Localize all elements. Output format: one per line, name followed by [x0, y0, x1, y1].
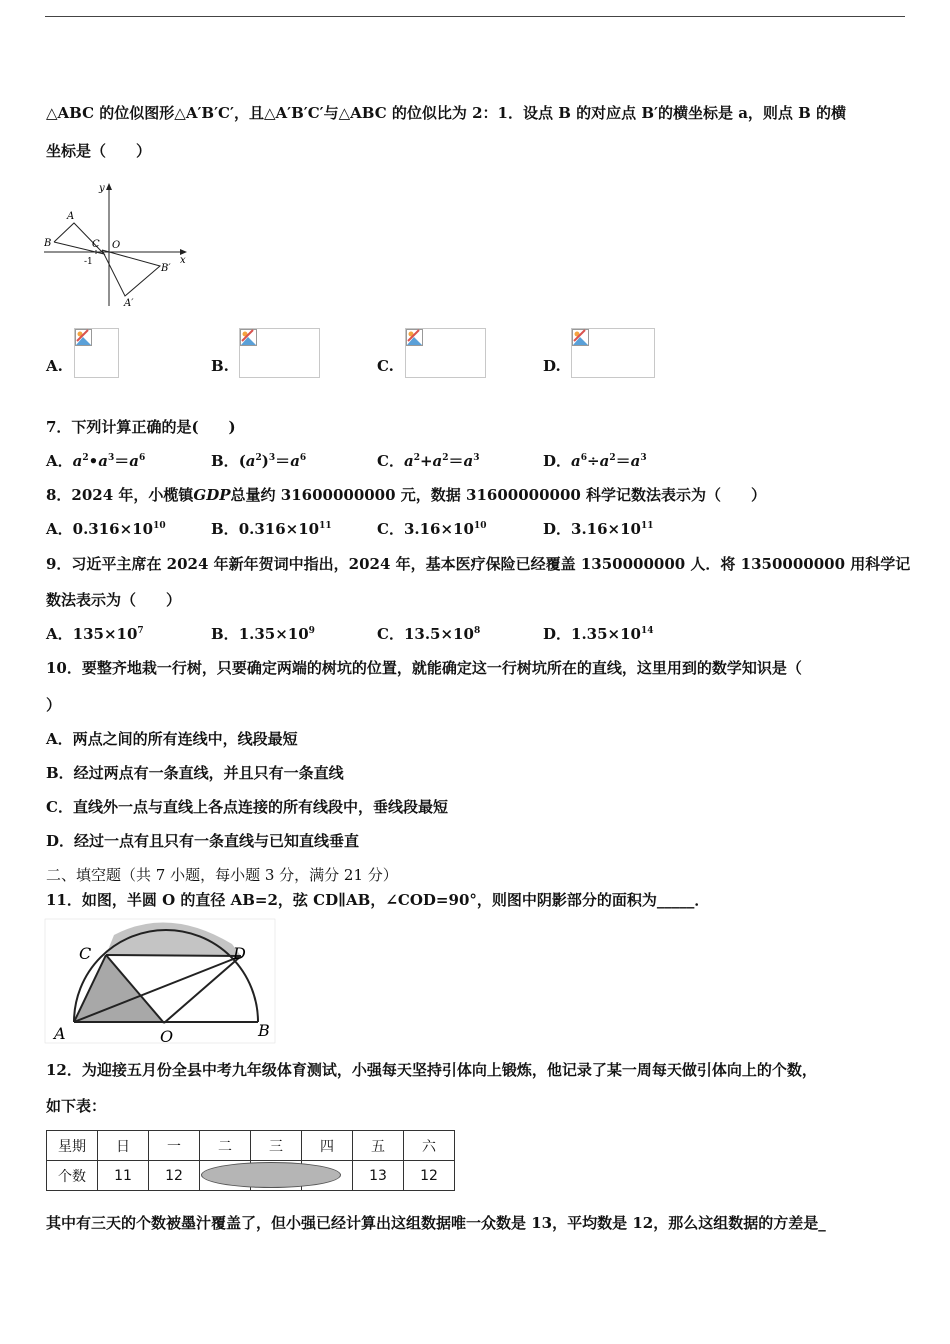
q7-option-c[interactable]: C．$a^2+a^2=a^3$ [377, 452, 480, 470]
q6-option-b-label: B. [211, 357, 229, 375]
table-cell: 日 [98, 1131, 149, 1161]
q6-option-c-image[interactable] [405, 328, 486, 378]
q9-line1: 9．习近平主席在 2024 年新年贺词中指出，2024 年，基本医疗保险已经覆盖 1350000000 人．将 1350000000 用科学记 [46, 555, 911, 573]
broken-image-icon [240, 329, 257, 346]
q10-option-d[interactable]: D．经过一点有且只有一条直线与已知直线垂直 [46, 832, 360, 850]
q10-option-a[interactable]: A．两点之间的所有连线中，线段最短 [46, 730, 298, 748]
q6-option-a-image[interactable] [74, 328, 119, 378]
q9-option-c[interactable]: C．$13.5\times 10^8$ [377, 625, 481, 643]
fig11-label-D: D [233, 944, 246, 963]
q6-option-b-image[interactable] [239, 328, 320, 378]
q8-stem: 8．2024 年，小榄镇GDP总量约 31600000000 元，数据 31600000000 科学记数法表示为（ ） [46, 486, 767, 504]
q7-option-d[interactable]: D．$a^6\div a^2=a^3$ [543, 452, 647, 470]
q7-stem: 7．下列计算正确的是( ) [46, 418, 236, 436]
q11-semicircle-figure [44, 918, 276, 1044]
q10-line2: ） [46, 696, 62, 714]
q6-option-d-image[interactable] [571, 328, 655, 378]
table-cell: 12 [149, 1161, 200, 1191]
q9-option-b[interactable]: B．$1.35\times 10^9$ [211, 625, 315, 643]
q12-line3: 其中有三天的个数被墨汁覆盖了，但小强已经计算出这组数据唯一众数是 13，平均数是 12，那么这组数据的方差是_ [46, 1214, 826, 1232]
fig6-label-B: B [44, 238, 52, 249]
table-cell: 11 [98, 1161, 149, 1191]
fig6-label-neg1: -1 [84, 257, 93, 267]
section-2-heading: 二、填空题（共 7 小题，每小题 3 分，满分 21 分） [46, 866, 398, 884]
fig11-label-O: O [160, 1027, 174, 1044]
table-cell: 一 [149, 1131, 200, 1161]
broken-image-icon [406, 329, 423, 346]
q7-option-b[interactable]: B．$(a^2)^3=a^6$ [211, 452, 307, 470]
fig6-label-Aprime: A′ [124, 298, 134, 308]
q12-line2: 如下表： [46, 1097, 107, 1115]
ink-blot [201, 1162, 341, 1188]
fig6-label-C: C [92, 239, 100, 250]
fig11-label-B: B [258, 1021, 270, 1040]
fig6-label-O: O [112, 240, 121, 251]
fig11-label-C: C [79, 944, 92, 963]
q11-stem: 11．如图，半圆 O 的直径 AB=2，弦 CD∥AB，∠COD=90°，则图中阴影部分的面积为_____． [46, 891, 710, 909]
fig6-label-Bprime: B′ [161, 263, 171, 274]
q8-option-a[interactable]: A．$0.316\times 10^{10}$ [46, 520, 166, 538]
fig6-label-y: y [99, 183, 105, 194]
table-cell: 星期 [47, 1131, 98, 1161]
q8-option-c[interactable]: C．$3.16\times 10^{10}$ [377, 520, 487, 538]
table-cell: 13 [353, 1161, 404, 1191]
table-cell: 二 [200, 1131, 251, 1161]
top-rule [45, 16, 905, 17]
q7-option-a[interactable]: A．$a^2•a^3=a^6$ [46, 452, 146, 470]
table-cell: 五 [353, 1131, 404, 1161]
table-cell: 四 [302, 1131, 353, 1161]
q9-option-a[interactable]: A．$135\times 10^7$ [46, 625, 144, 643]
q6-option-d-label: D. [543, 357, 561, 375]
q10-line1: 10．要整齐地栽一行树，只要确定两端的树坑的位置，就能确定这一行树坑所在的直线，这里用到的数学知识是（ [46, 659, 802, 677]
q10-option-b[interactable]: B．经过两点有一条直线，并且只有一条直线 [46, 764, 344, 782]
fig6-label-x: x [180, 255, 186, 266]
q6-coordinate-figure [44, 180, 192, 308]
q9-line2: 数法表示为（ ） [46, 591, 182, 609]
table-header-row [47, 1131, 455, 1161]
q9-option-d[interactable]: D．$1.35\times 10^{14}$ [543, 625, 654, 643]
q8-option-b[interactable]: B．$0.316\times 10^{11}$ [211, 520, 332, 538]
q10-option-c[interactable]: C．直线外一点与直线上各点连接的所有线段中，垂线段最短 [46, 798, 448, 816]
q6-text-line1: △ABC 的位似图形△A′B′C′，且△A′B′C′与△ABC 的位似比为 2：1．设点 B 的对应点 B′的横坐标是 a，则点 B 的横 [46, 104, 847, 122]
broken-image-icon [572, 329, 589, 346]
fig11-label-A: A [54, 1024, 66, 1043]
q6-text-line2: 坐标是（ ） [46, 142, 152, 160]
broken-image-icon [75, 329, 92, 346]
q6-option-c-label: C. [377, 357, 394, 375]
q8-option-d[interactable]: D．$3.16\times 10^{11}$ [543, 520, 654, 538]
table-cell: 三 [251, 1131, 302, 1161]
q12-line1: 12．为迎接五月份全县中考九年级体育测试，小强每天坚持引体向上锻炼，他记录了某一周每天做引体向上的个数， [46, 1061, 817, 1079]
table-cell: 六 [404, 1131, 455, 1161]
q6-option-a-label: A. [46, 357, 63, 375]
table-cell: 12 [404, 1161, 455, 1191]
table-cell: 个数 [47, 1161, 98, 1191]
fig6-label-A: A [67, 211, 75, 222]
